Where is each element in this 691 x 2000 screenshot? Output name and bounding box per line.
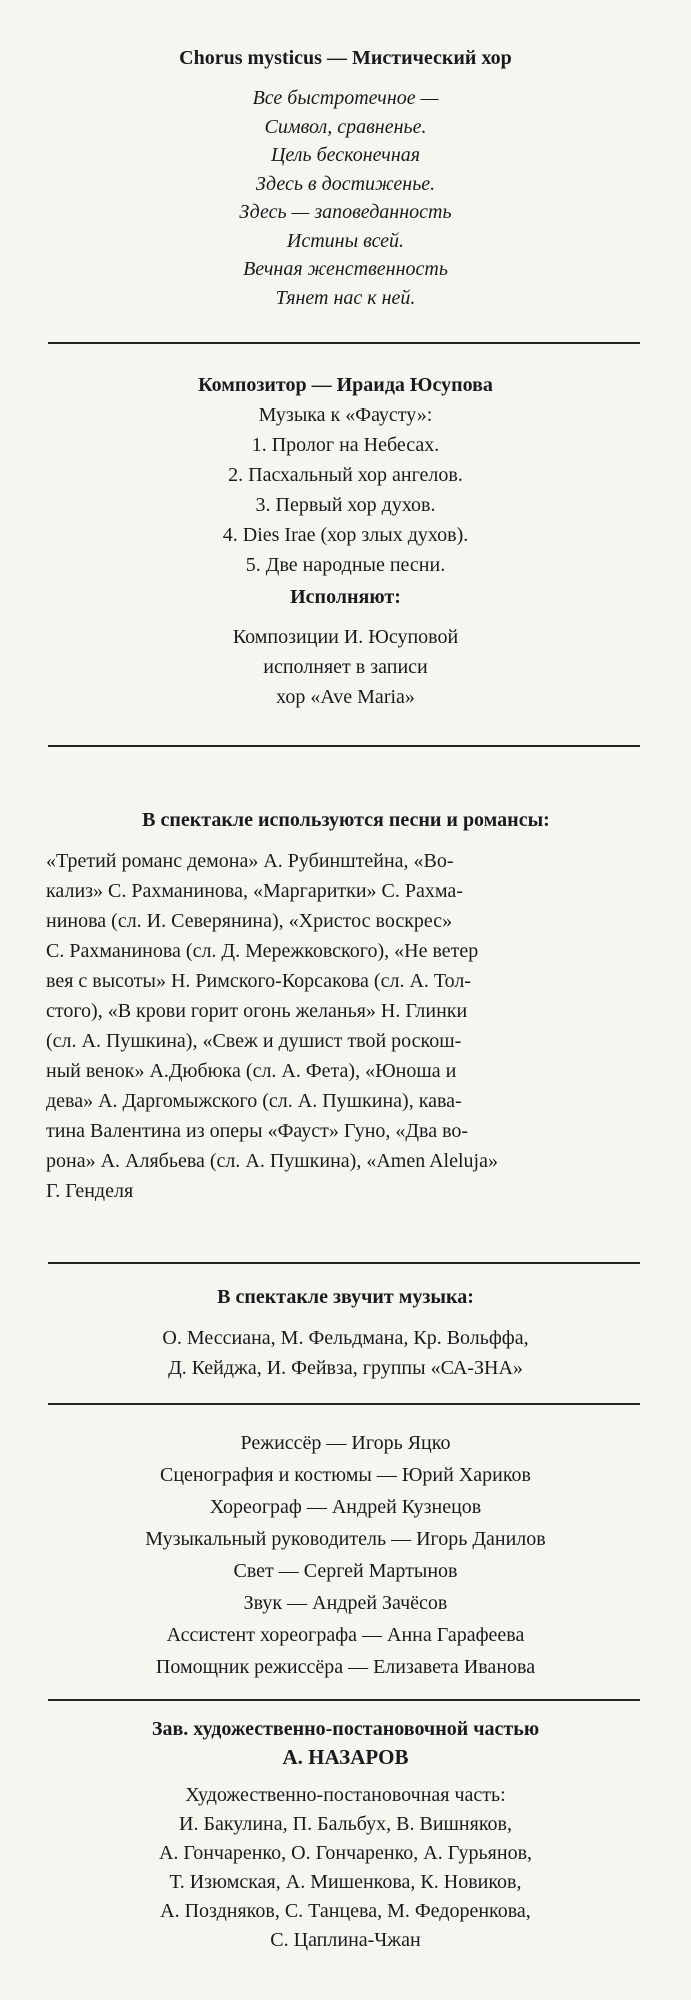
chorus-title: Chorus mysticus — Мистический хор: [179, 47, 512, 69]
songs-line: вея с высоты» Н. Римского-Корсакова (сл. А. Тол-: [46, 970, 471, 992]
production-section: [40, 1715, 651, 1955]
verse-line: Здесь — заповеданность: [239, 201, 452, 223]
divider: [48, 745, 640, 747]
credit-line: Помощник режиссёра — Елизавета Иванова: [155, 1656, 536, 1678]
production-heading: Зав. художественно-постановочной частью: [151, 1718, 540, 1740]
music-item: 2. Пасхальный хор ангелов.: [228, 464, 463, 486]
staff-line: И. Бакулина, П. Бальбух, В. Вишняков,: [179, 1813, 512, 1835]
divider: [48, 1403, 640, 1405]
verse-line: Цель бесконечная: [270, 144, 421, 166]
songs-line: кализ» С. Рахманинова, «Маргаритки» С. Рахма-: [46, 880, 463, 902]
staff-line: А. Поздняков, С. Танцева, М. Федоренкова,: [160, 1900, 531, 1922]
music-line: О. Мессиана, М. Фельдмана, Кр. Вольффа,: [162, 1327, 529, 1349]
composer-section: [40, 370, 651, 712]
divider: [48, 342, 640, 344]
music-item: 4. Dies Irae (хор злых духов).: [222, 524, 469, 546]
performers-line: Композиции И. Юсуповой: [232, 626, 459, 648]
songs-text: [46, 846, 646, 1206]
staff-line: А. Гончаренко, О. Гончаренко, А. Гурьянов,: [158, 1842, 533, 1864]
songs-line: С. Рахманинова (сл. Д. Мережковского), «Не ветер: [46, 940, 479, 962]
verse-line: Здесь в достиженье.: [255, 172, 436, 195]
songs-line: (сл. А. Пушкина), «Свеж и душист твой роскош-: [46, 1030, 462, 1052]
verse-line: Истины всей.: [286, 229, 405, 252]
songs-line: Г. Генделя: [46, 1180, 134, 1202]
credit-line: Музыкальный руководитель — Игорь Данилов: [145, 1528, 546, 1550]
music-section: [40, 1285, 651, 1383]
music-item: 3. Первый хор духов.: [255, 494, 436, 516]
music-text: [40, 1323, 651, 1383]
credit-line: Режиссёр — Игорь Яцко: [240, 1432, 451, 1454]
performers-line: хор «Ave Maria»: [276, 686, 415, 708]
performers-text: [40, 622, 651, 712]
divider: [48, 1262, 640, 1264]
divider: [48, 1699, 640, 1701]
credit-line: Хореограф — Андрей Кузнецов: [209, 1496, 482, 1518]
composer-list: [40, 400, 651, 580]
performers-heading: Исполняют:: [290, 586, 401, 608]
staff-line: С. Цаплина-Чжан: [270, 1929, 421, 1951]
credit-line: Ассистент хореографа — Анна Гарафеева: [166, 1624, 525, 1646]
songs-heading: В спектакле используются песни и романсы:: [142, 809, 550, 831]
staff-line: Т. Изюмская, А. Мишенкова, К. Новиков,: [169, 1871, 522, 1893]
credit-line: Сценография и костюмы — Юрий Хариков: [160, 1464, 531, 1486]
credit-line: Звук — Андрей Зачёсов: [243, 1592, 448, 1614]
chorus-section: [40, 46, 651, 312]
performers-line: исполняет в записи: [263, 656, 428, 678]
production-list: [40, 1781, 651, 1955]
credits-section: [30, 1427, 661, 1683]
production-head-name: А. НАЗАРОВ: [282, 1745, 409, 1769]
music-title: Музыка к «Фаусту»:: [258, 404, 433, 426]
music-heading: В спектакле звучит музыка:: [217, 1286, 474, 1308]
music-line: Д. Кейджа, И. Фейвза, группы «СА-ЗНА»: [168, 1357, 523, 1379]
songs-line: рона» А. Алябьева (сл. А. Пушкина), «Amen Aleluja»: [46, 1150, 498, 1172]
verse-line: Вечная женственность: [243, 258, 448, 280]
songs-line: ный венок» А.Дюбюка (сл. А. Фета), «Юноша и: [46, 1060, 457, 1082]
music-item: 5. Две народные песни.: [245, 554, 446, 576]
chorus-verse: [40, 84, 651, 312]
songs-line: тина Валентина из оперы «Фауст» Гуно, «Два во-: [46, 1120, 469, 1142]
songs-line: дева» А. Даргомыжского (сл. А. Пушкина), кава-: [46, 1090, 462, 1112]
credit-line: Свет — Сергей Мартынов: [233, 1560, 458, 1582]
songs-section: [46, 808, 646, 1206]
verse-line: Тянет нас к ней.: [275, 286, 416, 309]
songs-line: нинова (сл. И. Северянина), «Христос воскрес»: [46, 910, 453, 932]
composer-heading: Композитор — Ираида Юсупова: [198, 374, 493, 396]
songs-line: «Третий романс демона» А. Рубинштейна, «Во-: [46, 850, 454, 872]
music-item: 1. Пролог на Небесах.: [251, 434, 440, 456]
songs-line: стого), «В крови горит огонь желанья» Н. Глинки: [46, 1000, 468, 1022]
production-subheading: Художественно-постановочная часть:: [185, 1784, 506, 1806]
verse-line: Все быстротечное —: [252, 87, 439, 109]
verse-line: Символ, сравненье.: [264, 115, 427, 138]
